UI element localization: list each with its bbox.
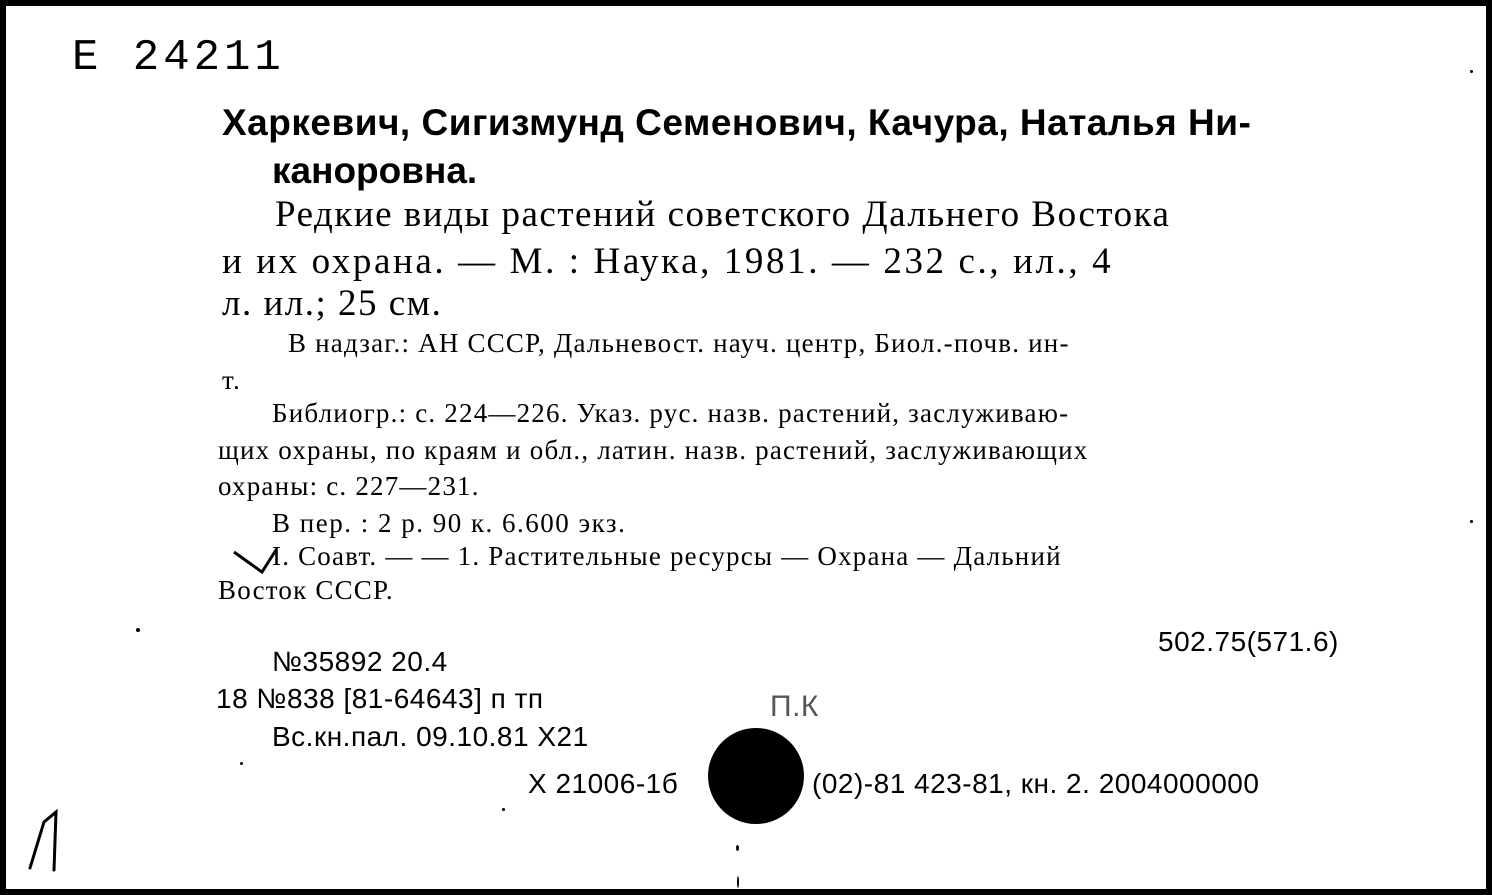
price-and-print-run: В пер. : 2 р. 90 к. 6.600 экз. — [272, 508, 627, 538]
speck — [240, 762, 243, 765]
book-chamber-line: Вс.кн.пал. 09.10.81 Х21 — [272, 721, 589, 752]
note-bibliography-line-1: Библиогр.: с. 224—226. Указ. рус. назв. растений, заслуживаю- — [272, 398, 1070, 428]
title-line-3: л. ил.; 25 см. — [222, 283, 443, 324]
punch-hole — [708, 728, 804, 824]
speck — [736, 845, 739, 851]
speck — [136, 628, 140, 632]
subject-tracing-line-2: Восток СССР. — [218, 575, 394, 605]
speck — [1470, 520, 1473, 523]
classification-number: 502.75(571.6) — [1158, 626, 1339, 657]
card-border-bottom — [0, 889, 1492, 895]
note-bibliography-line-3: охраны: с. 227—231. — [218, 471, 480, 501]
title-line-2: и их охрана. — М. : Наука, 1981. — 232 с., ил., 4 — [222, 241, 1114, 282]
publication-code-left: Х 21006-1б — [528, 768, 679, 799]
check-mark-icon — [232, 548, 282, 578]
order-number: 18 №838 [81-64643] п тп — [216, 683, 544, 714]
speck — [1470, 70, 1473, 73]
handwritten-mark-icon — [26, 808, 66, 872]
subject-tracing-line-1: I. Соавт. — — 1. Растительные ресурсы — Охрана — Дальний — [272, 541, 1062, 571]
stamp-marks: П.К — [770, 690, 819, 723]
note-bibliography-line-2: щих охраны, по краям и обл., латин. назв. растений, заслуживающих — [218, 435, 1089, 465]
card-border-left — [0, 0, 6, 895]
author-heading-line-2: каноровна. — [272, 150, 478, 191]
speck — [737, 876, 739, 888]
publication-code-right: (02)-81 423-81, кн. 2. 2004000000 — [812, 768, 1260, 799]
note-heading-line-1: В надзаг.: АН СССР, Дальневост. науч. центр, Биол.-почв. ин- — [288, 328, 1070, 358]
note-heading-line-2: т. — [222, 365, 241, 395]
author-heading-line-1: Харкевич, Сигизмунд Семенович, Качура, Наталья Ни- — [222, 102, 1252, 143]
call-number: Е 24211 — [72, 33, 285, 83]
speck — [502, 808, 505, 811]
accession-number: №35892 20.4 — [272, 646, 448, 677]
card-border-right — [1486, 0, 1492, 895]
card-border-top — [0, 0, 1492, 6]
title-line-1: Редкие виды растений советского Дальнего Востока — [275, 194, 1171, 235]
